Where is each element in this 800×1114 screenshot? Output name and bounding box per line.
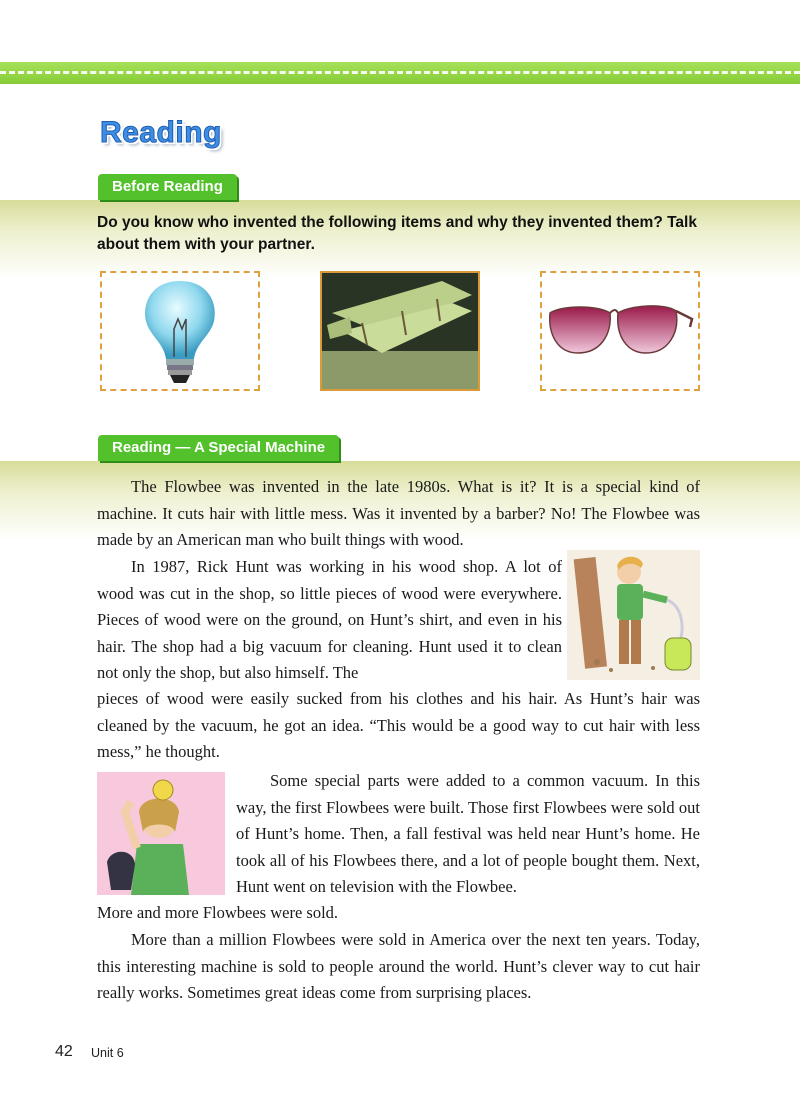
light-bulb-icon	[102, 273, 258, 389]
unit-label: Unit 6	[91, 1046, 124, 1060]
paragraph-4: More than a million Flowbees were sold in America over the next ten years. Today, this interesting machine is sold to people around the world. Hunt’s clever way to cut hair really works. Sometimes great ideas come from surprising places.	[97, 930, 700, 1002]
sunglasses-icon	[542, 273, 698, 389]
woman-flowbee-icon	[97, 772, 225, 895]
light-bulb-image	[100, 271, 260, 391]
woman-with-flowbee-illustration	[97, 772, 225, 895]
sunglasses-image	[540, 271, 700, 391]
paragraph-2b: pieces of wood were easily sucked from his clothes and his hair. As Hunt’s hair was cleaned by the vacuum, he got an idea. “This would be a good way to cut hair with less mess,” he thought.	[97, 689, 700, 761]
reading-tab: Reading — A Special Machine	[98, 435, 339, 461]
section-title: Reading	[100, 116, 222, 149]
before-reading-question: Do you know who invented the following items and why they invented them? Talk about them with your partner.	[97, 214, 697, 253]
top-decorative-band	[0, 62, 800, 84]
airplane-icon	[322, 273, 478, 389]
page-number: 42	[55, 1043, 73, 1060]
airplane-image	[320, 271, 480, 391]
paragraph-2a: In 1987, Rick Hunt was working in his wood shop. A lot of wood was cut in the shop, so little pieces of wood were everywhere. Pieces of wood were on the ground, on Hunt’s shirt, and even in his hair. The shop had a big vacuum for cleaning. Hunt used it to clean not only the shop, but also himself. The	[97, 557, 562, 682]
man-with-vacuum-illustration	[567, 550, 700, 680]
paragraph-1: The Flowbee was invented in the late 1980s. What is it? It is a special kind of machine. It cuts hair with little mess. Was it invented by a barber? No! The Flowbee was made by an American man who built things with wood.	[97, 477, 700, 549]
paragraph-3a: Some special parts were added to a common vacuum. In this way, the first Flowbees were built. Those first Flowbees were sold out of Hunt’s home. Then, a fall festival was held near Hunt’s home. He took all of his Flowbees there, and a lot of people bought them. Next, Hunt went on television with the Flowbee.	[236, 771, 700, 896]
woodshop-man-icon	[567, 550, 700, 680]
paragraph-3b: More and more Flowbees were sold.	[97, 903, 339, 922]
before-reading-tab: Before Reading	[98, 174, 237, 200]
